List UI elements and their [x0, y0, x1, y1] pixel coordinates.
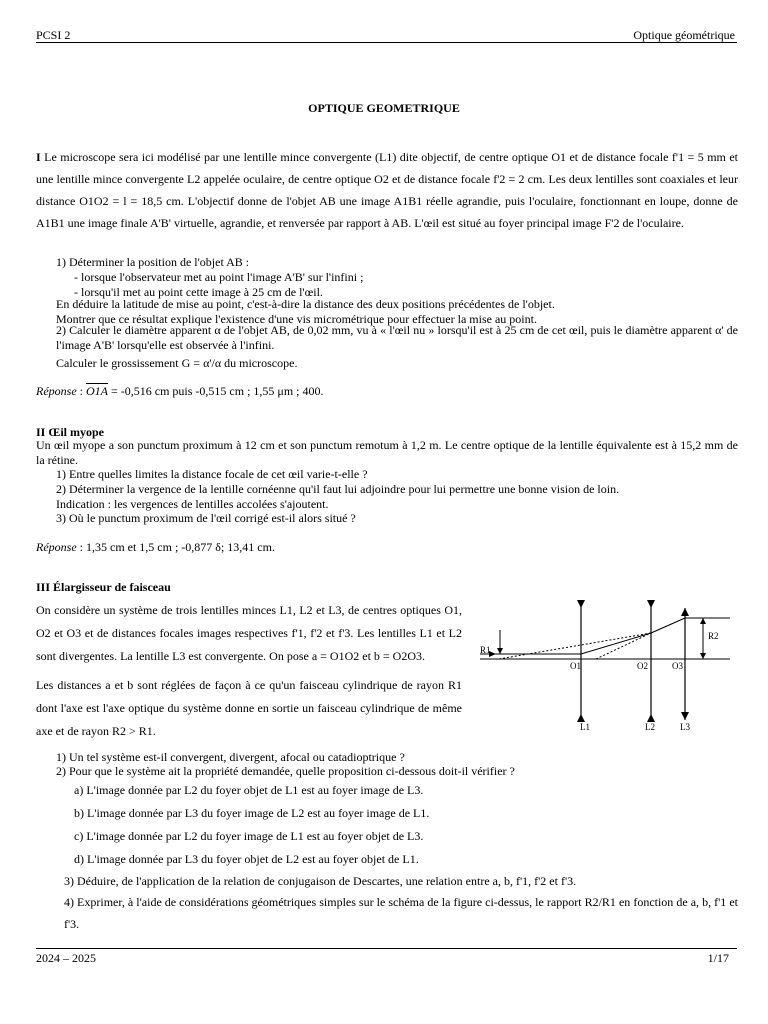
s2-q2: 2) Déterminer la vergence de la lentille cornéenne qu'il faut lui adjoindre pour lui permettre une bonne vision de loin. — [56, 482, 620, 496]
r1-marker-head — [497, 648, 503, 654]
label-l3: L3 — [680, 722, 690, 732]
s2-intro: Un œil myope a son punctum proximum à 12 cm et son punctum remotum à 1,2 m. Le centre optique de la lentille équivalente est à 15,2 mm de la rétine. — [36, 438, 738, 467]
s1-q1c: En déduire la latitude de mise au point, c'est-à-dire la distance des deux positions précédentes de l'objet. — [56, 297, 555, 311]
s1-q1: 1) Déterminer la position de l'objet AB : — [56, 255, 250, 269]
s1-q1d: Montrer que ce résultat explique l'existence d'une vis micrométrique pour effectuer la mise au point. — [56, 312, 537, 326]
lens-l2-bottom-head — [647, 714, 655, 722]
s3-intro2: Les distances a et b sont réglées de façon à ce qu'un faisceau cylindrique de rayon R1 dont l'axe est l'axe optique du système donne en sortie un faisceau cylindrique de même axe et de rayon R2 > R1. — [36, 678, 462, 738]
r2-marker-bottom-head — [700, 653, 706, 659]
s2-heading: II Œil myope — [36, 425, 105, 439]
s3-heading: III Élargisseur de faisceau — [36, 580, 171, 594]
s2-q3: 3) Où le punctum proximum de l'œil corrigé est-il alors situé ? — [56, 511, 356, 525]
label-r2: R2 — [708, 631, 719, 641]
beam-expander-figure — [474, 596, 736, 736]
s3-q3: 3) Déduire, de l'application de la relation de conjugaison de Descartes, une relation entre a, b, f'1, f'2 et f'3. — [64, 874, 577, 888]
s1-q1b: - lorsqu'il met au point cette image à 25 cm de l'œil. — [74, 285, 323, 299]
s2-answer: Réponse : 1,35 cm et 1,5 cm ; -0,877 δ; 13,41 cm. — [36, 540, 275, 554]
label-l1: L1 — [580, 722, 590, 732]
footer-left: 2024 – 2025 — [36, 951, 96, 965]
label-o2: O2 — [637, 661, 648, 671]
label-r1: R1 — [480, 645, 491, 655]
lens-l1-bottom-head — [577, 714, 585, 722]
lens-l3-bottom-head — [681, 712, 689, 720]
s2-q1: 1) Entre quelles limites la distance focale de cet œil varie-t-elle ? — [56, 467, 368, 481]
s3-option-c: c) L'image donnée par L2 du foyer image de L1 est au foyer objet de L3. — [74, 829, 424, 843]
label-o1: O1 — [570, 661, 581, 671]
s3-q2: 2) Pour que le système ait la propriété demandée, quelle proposition ci-dessous doit-il vérifier ? — [56, 764, 515, 778]
s1-q2: 2) Calculer le diamètre apparent α de l'objet AB, de 0,02 mm, vu à « l'œil nu » lorsqu'il est à 25 cm de cet œil, puis le diamètre apparent α' de l'image A'B' lorsqu'elle est observée à l'infini. — [56, 323, 738, 352]
ray-l2-l3 — [651, 618, 685, 633]
header-rule — [36, 42, 737, 43]
construction-line-1 — [499, 633, 651, 659]
lens-l1-top-head — [577, 600, 585, 608]
label-o3: O3 — [672, 661, 683, 671]
s3-q1: 1) Un tel système est-il convergent, divergent, afocal ou catadioptrique ? — [56, 750, 405, 764]
lens-l2-top-head — [647, 600, 655, 608]
s3-q4: 4) Exprimer, à l'aide de considérations géométriques simples sur le schéma de la figure ci-dessus, le rapport R2/R1 en fonction de a, b, f'1 et f'3. — [64, 895, 738, 931]
header-left: PCSI 2 — [36, 28, 71, 42]
header-right: Optique géométrique — [633, 28, 735, 42]
s1-answer: Réponse : O1A = -0,516 cm puis -0,515 cm ; 1,55 μm ; 400. — [36, 384, 324, 398]
lens-l3-top-head — [681, 608, 689, 616]
construction-line-2 — [596, 633, 651, 659]
s1-q2b: Calculer le grossissement G = α'/α du microscope. — [56, 356, 298, 370]
s1-q1a: - lorsque l'observateur met au point l'image A'B' sur l'infini ; — [74, 270, 364, 284]
s2-q2b: Indication : les vergences de lentilles accolées s'ajoutent. — [56, 497, 329, 511]
r2-marker-top-head — [700, 618, 706, 624]
s3-intro: On considère un système de trois lentilles minces L1, L2 et L3, de centres optiques O1, O2 et O3 et de distances focales images respectives f'1, f'2 et f'3. Les lentilles L1 et L2 sont divergentes. La lentille L3 est convergente. On pose a = O1O2 et b = O2O3. — [36, 603, 462, 663]
label-l2: L2 — [645, 722, 655, 732]
footer-rule — [36, 948, 737, 949]
s3-option-b: b) L'image donnée par L3 du foyer image de L2 est au foyer image de L1. — [74, 806, 430, 820]
section1-intro: I Le microscope sera ici modélisé par une lentille mince convergente (L1) dite objectif, de centre optique O1 et de distance focale f'1 = 5 mm et une lentille mince convergente L2 appelée oculaire, de centre optique O2 et de distance focale f'2 = 2 cm. Les deux lentilles sont coaxiales et leur distance O1O2 = l = 18,5 cm. L'objectif donne de l'objet AB une image A1B1 réelle agrandie, puis l'oculaire, fonctionnant en loupe, donne de A1B1 une image finale A'B' virtuelle, agrandie, et renversée par rapport à AB. L'œil est situé au foyer principal image F'2 de l'oculaire. — [36, 150, 738, 230]
s3-option-a: a) L'image donnée par L2 du foyer objet de L1 est au foyer image de L3. — [74, 783, 424, 797]
s3-option-d: d) L'image donnée par L3 du foyer objet de L2 est au foyer objet de L1. — [74, 852, 419, 866]
footer-page-number: 1/17 — [707, 951, 729, 965]
page-title: OPTIQUE GEOMETRIQUE — [308, 101, 460, 115]
